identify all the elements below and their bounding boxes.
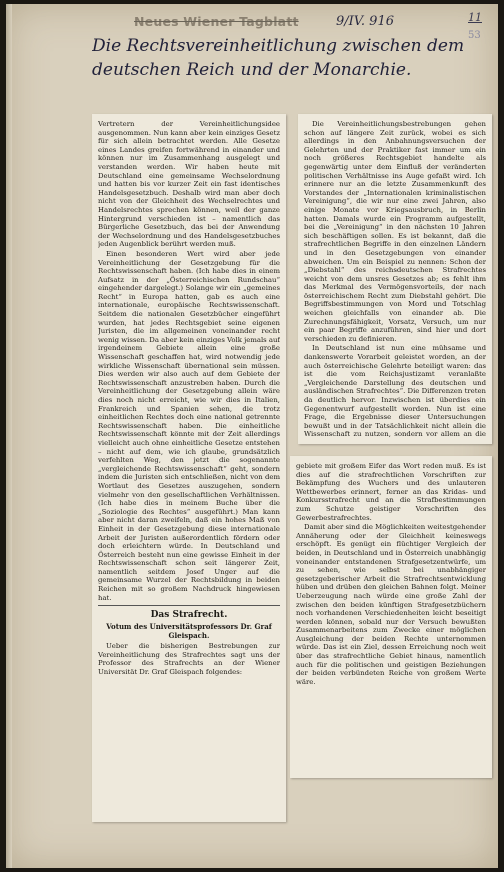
page-number: 11	[468, 11, 482, 24]
left-column-text	[98, 120, 280, 816]
paragraph: In Deutschland ist nun eine mühsame und dankenswerte Vorarbeit geleistet worden, an der auch österreichische Gelehrte beteiligt waren: das ist die vom Reichsjustizamt veranlaßte „Vergleichende Darstellung des deutschen und ausländischen Strafrechtes“. Die Differenzen treten da deutlich hervor. Inzwischen ist überdies ein Gegenentwurf aufgestellt worden. Nun ist eine Frage, die Ergebnisse dieser Untersuchungen bewußt und in der Tatsächlichkeit nicht allein die Wissenschaft zu nutzen, sondern vor allem an die	[304, 344, 486, 438]
section-subheading: Votum des Universitätsprofessors Dr. Graf Gleispach.	[106, 622, 272, 641]
paragraph: Damit aber sind die Möglichkeiten weitestgehender Annäherung oder der Gleichheit keineswegs erschöpft. Es genügt ein flüchtiger Vergleich der beiden, in Deutschland und in Österreich unabhängig voneinander entstandenen Strafgesetzentwürfe, um zu sehen, wie selbst bei unabhängiger gesetzgeberischer Arbeit die Strafrechtsentwicklung hüben und drüben den gleichen Bahnen folgt. Meiner Ueberzeugung nach würde eine große Zahl der zwischen den beiden künftigen Strafgesetzbüchern noch vorhandenen Verschiedenheiten leicht beseitigt werden können, sobald nur der Versuch bewußten Zusammenarbeitens zum Zwecke einer möglichen Ausgleichung der beiden Rechte unternommen würde. Das ist ein Ziel, dessen Erreichung noch weit über das strafrechtliche Gebiet hinaus, namentlich auch für die politischen und geistigen Beziehungen der beiden verbündeten Reiche von großem Werte wäre.	[296, 523, 486, 686]
page-number-secondary: 53	[468, 30, 481, 41]
archive-sheet	[6, 4, 498, 868]
clipping-left-column	[92, 114, 286, 822]
clipping-right-bottom-column	[290, 456, 492, 778]
paragraph: Ueber die bisherigen Bestrebungen zur Vereinheitlichung des Strafrechtes sagt uns der Professor des Strafrechts an der Wiener Universität Dr. Graf Gleispach folgendes:	[98, 642, 280, 677]
paragraph: Vertretern der Vereinheitlichungsidee ausgenommen. Nun kann aber kein einziges Gesetz für sich allein betrachtet werden. Alle Gesetze eines Landes greifen fortwährend in einander und können nur im Zusammenhang ausgelegt und verstanden werden. Wir haben heute mit Deutschland eine gemeinsame Wechselordnung und hatten bis vor kurzer Zeit ein fast identisches Handelsgesetzbuch. Deshalb wird man aber doch nicht von der Gleichheit des Wechselrechtes und Handelsrechtes sprechen können, weil der ganze Hintergrund verschieden ist – namentlich das Bürgerliche Gesetzbuch, das bei der Anwendung der Wechselordnung und des Handelsgesetzbuches jeden Augenblick berührt werden muß.	[98, 120, 280, 249]
paragraph: gebiete mit großem Eifer das Wort reden muß. Es ist dies auf die strafrechtlichen Vorschriften zur Bekämpfung des Wuchers und des unlauteren Wettbewerbes erinnert, ferner an das Kridas- und Konkursstrafrecht und an die Strafbestimmungen zum Schutze geistiger Vorschriften des Gewerbestrafrechtes.	[296, 462, 486, 522]
right-top-column-text	[304, 120, 486, 438]
right-bottom-column-text	[296, 462, 486, 772]
handwritten-date: 9/IV. 916	[336, 14, 394, 29]
newspaper-masthead: Neues Wiener Tagblatt	[134, 14, 299, 29]
paragraph: Die Vereinheitlichungsbestrebungen gehen schon auf längere Zeit zurück, wobei es sich allerdings in den Anbahnungsversuchen der Gelehrten und der Praktiker fast immer um ein noch größeres Rechtsgebiet handelte als gegenwärtig unter dem Einfluß der veränderten politischen Verhältnisse ins Auge gefaßt wird. Ich erinnere nur an die letzte Zusammenkunft des Vorstandes der „Internationalen kriminalistischen Vereinigung“, die wir nur eine zwei Jahren, also einige Monate vor Kriegsausbruch, in Berlin hatten. Damals wurde ein Programm aufgestellt, bei die „Vereinigung“ in den nächsten 10 Jahren sich beschäftigen sollen. Es ist bekannt, daß die strafrechtlichen Begriffe in den einzelnen Ländern und in den Gesetzgebungen von einander abweichen. Um ein Beispiel zu nennen: Schon der „Diebstahl“ des reichsdeutschen Strafrechtes weicht von dem unsres Gesetzes ab; es fehlt ihm das Merkmal des Vermögensvorteils, der nach österreichischem Recht zum Diebstahl gehört. Die Begriffsbestimmungen von Mord und Totschlag weichen gleichfalls von einander ab. Die Zurechnungsfähigkeit, Vorsatz, Versuch, um nur ein paar Begriffe anzuführen, sind hier und dort verschieden zu definieren.	[304, 120, 486, 343]
sheet-edge-shadow	[6, 4, 12, 868]
clipping-right-top-column	[298, 114, 492, 444]
divider	[98, 605, 280, 606]
handwritten-title: Die Rechtsvereinheitlichung zwischen dem deutschen Reich und der Monarchie.	[92, 36, 465, 80]
section-heading: Das Strafrecht.	[150, 610, 228, 621]
paragraph: Einen besonderen Wert wird aber jede Vereinheitlichung der Gesetzgebung für die Rechtswissenschaft haben. (Ich habe dies in einem Aufsatz in der „Österreichischen Rundschau“ eingehender dargelegt.) Solange wir ein „gemeines Recht“ in Europa hatten, gab es auch eine internationale, europäische Rechtswissenschaft. Seitdem die nationalen Gesetzbücher eingeführt wurden, hat jedes Rechtsgebiet seine eigenen Juristen, die im allgemeinen voneinander recht wenig wissen. Da aber kein einziges Volk jemals auf irgendeinem Gebiete allein eine große Wissenschaft geschaffen hat, wird notwendig jede wirkliche Wissenschaft übernational sein müssen. Dies werden wir also auch auf dem Gebiete der Rechtswissenschaft anzustreben haben. Durch die Vereinheitlichung der Gesetzgebung allein wäre dies noch nicht erreicht, wie wir dies in Italien, Frankreich und Spanien sehen, die trotz einheitlichen Rechtes doch eine national getrennte Rechtswissenschaft haben. Die einheitliche Rechtswissenschaft könnte mit der Zeit allerdings vielleicht auch ohne einheitliche Gesetze entstehen – nicht auf dem, wie ich glaube, grundsätzlich verfehlten Weg, den jetzt die sogenannte „vergleichende Rechtswissenschaft“ geht, sondern indem die Juristen sich entschließen, nicht von dem Wortlaut des Gesetzes auszugehen, sondern vielmehr von den gesellschaftlichen Verhältnissen. (Ich habe dies in meinem Buche über die „Soziologie des Rechtes“ ausgeführt.) Man kann aber nicht daran zweifeln, daß ein hohes Maß von Einheit in der Gesetzgebung diese internationale Arbeit der Juristen außerordentlich fördern oder doch erleichtern würde. In Deutschland und Österreich besteht nun eine gewisse Einheit in der Rechtswissenschaft schon seit längerer Zeit, namentlich seitdem Josef Unger auf die gemeinsame Wurzel der Rechtsbildung in beiden Reichen mit so großem Nachdruck hingewiesen hat.	[98, 249, 280, 602]
